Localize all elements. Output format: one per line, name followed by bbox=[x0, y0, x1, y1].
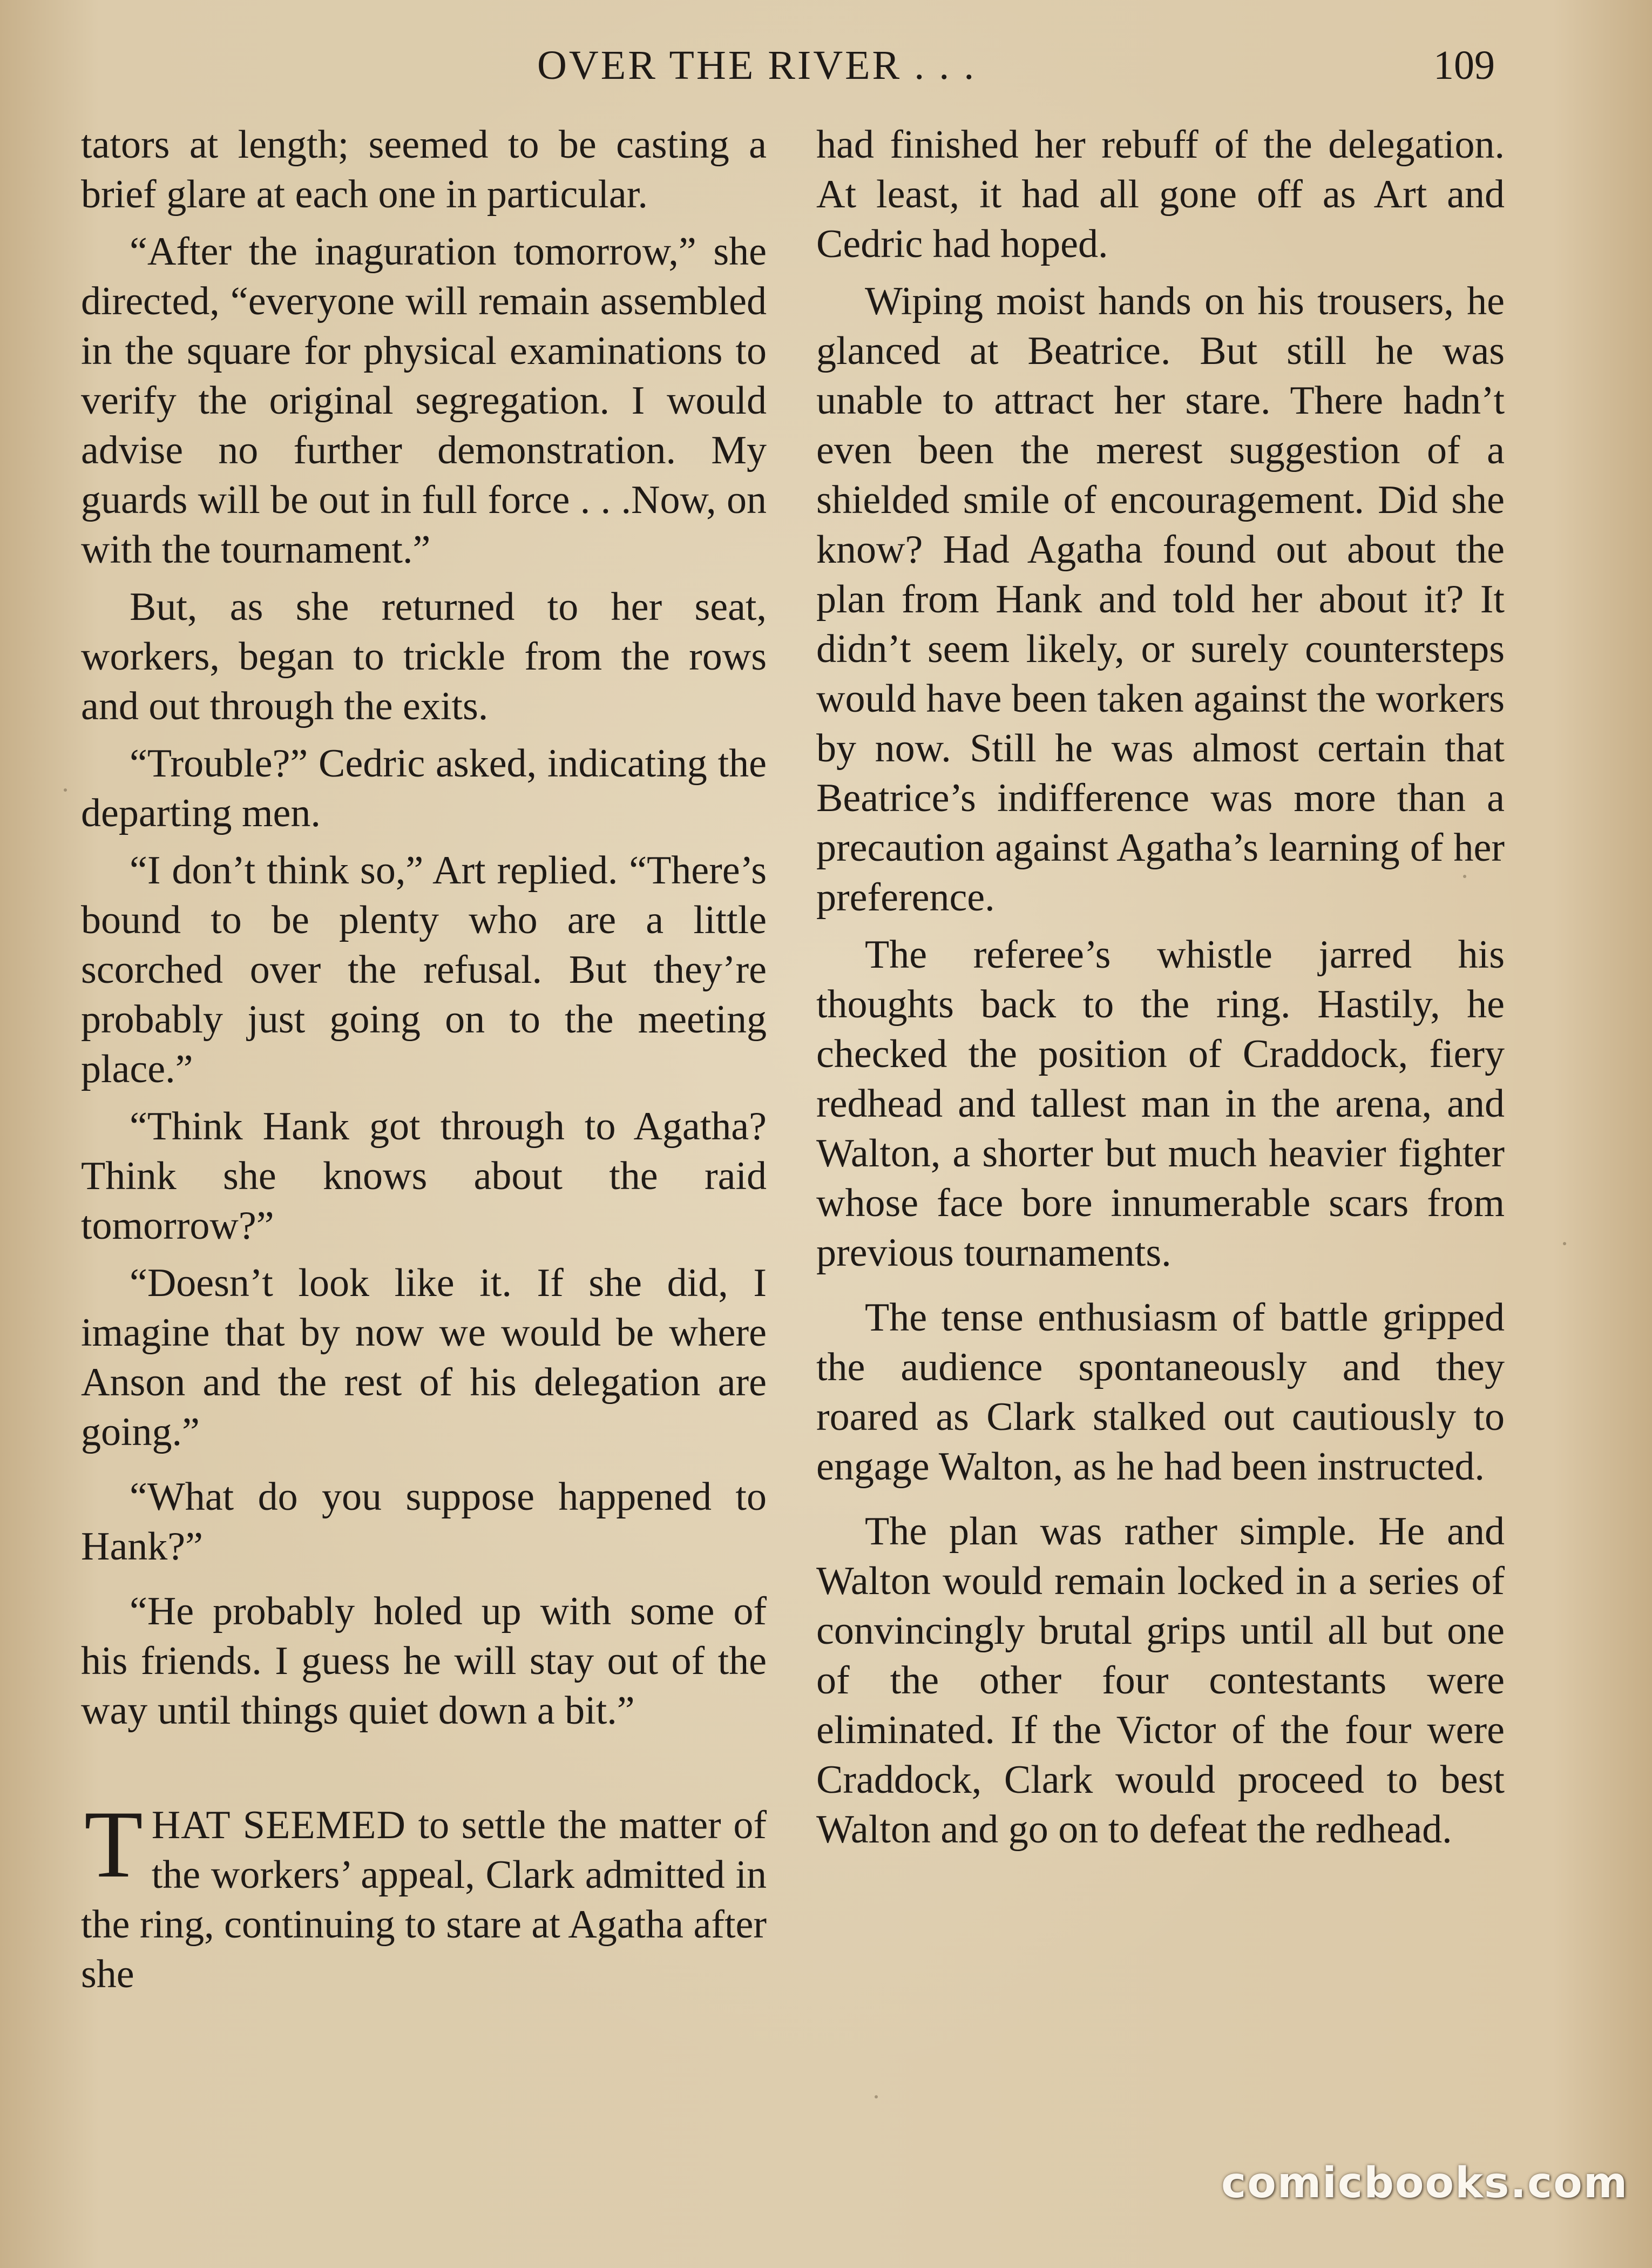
paragraph: But, as she returned to her seat, workers, began to trickle from the rows and out through the exits. bbox=[81, 585, 767, 728]
paragraph: “Doesn’t look like it. If she did, I imagine that by now we would be where Anson and the rest of his delegation are going.” bbox=[81, 1261, 767, 1454]
paragraph: The referee’s whistle jarred his thoughts back to the ring. Hastily, he checked the position of Craddock, fiery redhead and tallest man in the arena, and Walton, a shorter but much heavier fighter whose face bore innumerable scars from previous tournaments. bbox=[816, 933, 1505, 1275]
paragraph: “I don’t think so,” Art replied. “There’s bound to be plenty who are a little scorched over the refusal. But they’re probably just going on to the meeting place.” bbox=[81, 848, 767, 1091]
paragraph: The plan was rather simple. He and Walton would remain locked in a series of convincingly brutal grips until all but one of the other four contestants were eliminated. If the Victor of the four were Craddock, Clark would proceed to best Walton and go on to defeat the redhead. bbox=[816, 1509, 1505, 1852]
drop-cap: T bbox=[84, 1791, 143, 1898]
paper-speck bbox=[1463, 875, 1466, 878]
paragraph: Wiping moist hands on his trousers, he glanced at Beatrice. But still he was unable to attract her stare. There hadn’t even been the merest suggestion of a shielded smile of encouragement. Did she know? Had Agatha found out about the plan from Hank and told her about it? It didn’t seem likely, or surely countersteps would have been taken against the workers by now. Still he was almost certain that Beatrice’s indifference was more than a precaution against Agatha’s learning of her preference. bbox=[816, 279, 1505, 920]
paragraph: “What do you suppose happened to Hank?” bbox=[81, 1475, 767, 1569]
paper-speck bbox=[875, 2095, 878, 2098]
paragraph: had finished her rebuff of the delegation. At least, it had all gone off as Art and Cedric had hoped. bbox=[816, 123, 1505, 266]
section-opening-paragraph bbox=[81, 1791, 767, 1999]
page-number: 109 bbox=[1433, 43, 1495, 88]
paragraph: “Trouble?” Cedric asked, indicating the departing men. bbox=[81, 741, 767, 835]
watermark-logo: comicbooks.com bbox=[1221, 2159, 1629, 2208]
running-head bbox=[0, 42, 1652, 91]
paper-speck bbox=[1563, 1242, 1566, 1245]
paragraph: “After the inaguration tomorrow,” she directed, “everyone will remain assembled in the square for physical examinations to verify the original segregation. I would advise no further demonstration. My guards will be out in full force . . .Now, on with the tournament.” bbox=[81, 230, 767, 572]
right-column bbox=[816, 120, 1505, 1862]
left-column bbox=[81, 120, 767, 2007]
paragraph: “He probably holed up with some of his friends. I guess he will stay out of the way until things quiet down a bit.” bbox=[81, 1589, 767, 1733]
paragraph: The tense enthusiasm of battle gripped the audience spontaneously and they roared as Clark stalked out cautiously to engage Walton, as he had been instructed. bbox=[816, 1295, 1505, 1489]
section-lead-in: HAT SEEMED bbox=[151, 1803, 406, 1847]
paragraph-text: to settle the matter of the workers’ appeal, Clark admitted in the ring, continuing to stare at Agatha after she bbox=[81, 1803, 767, 1996]
paper-speck bbox=[64, 788, 67, 792]
paragraph: “Think Hank got through to Agatha? Think she knows about the raid tomorrow?” bbox=[81, 1104, 767, 1248]
running-head-title: OVER THE RIVER . . . bbox=[537, 43, 977, 88]
paragraph: tators at length; seemed to be casting a brief glare at each one in particular. bbox=[81, 123, 767, 217]
